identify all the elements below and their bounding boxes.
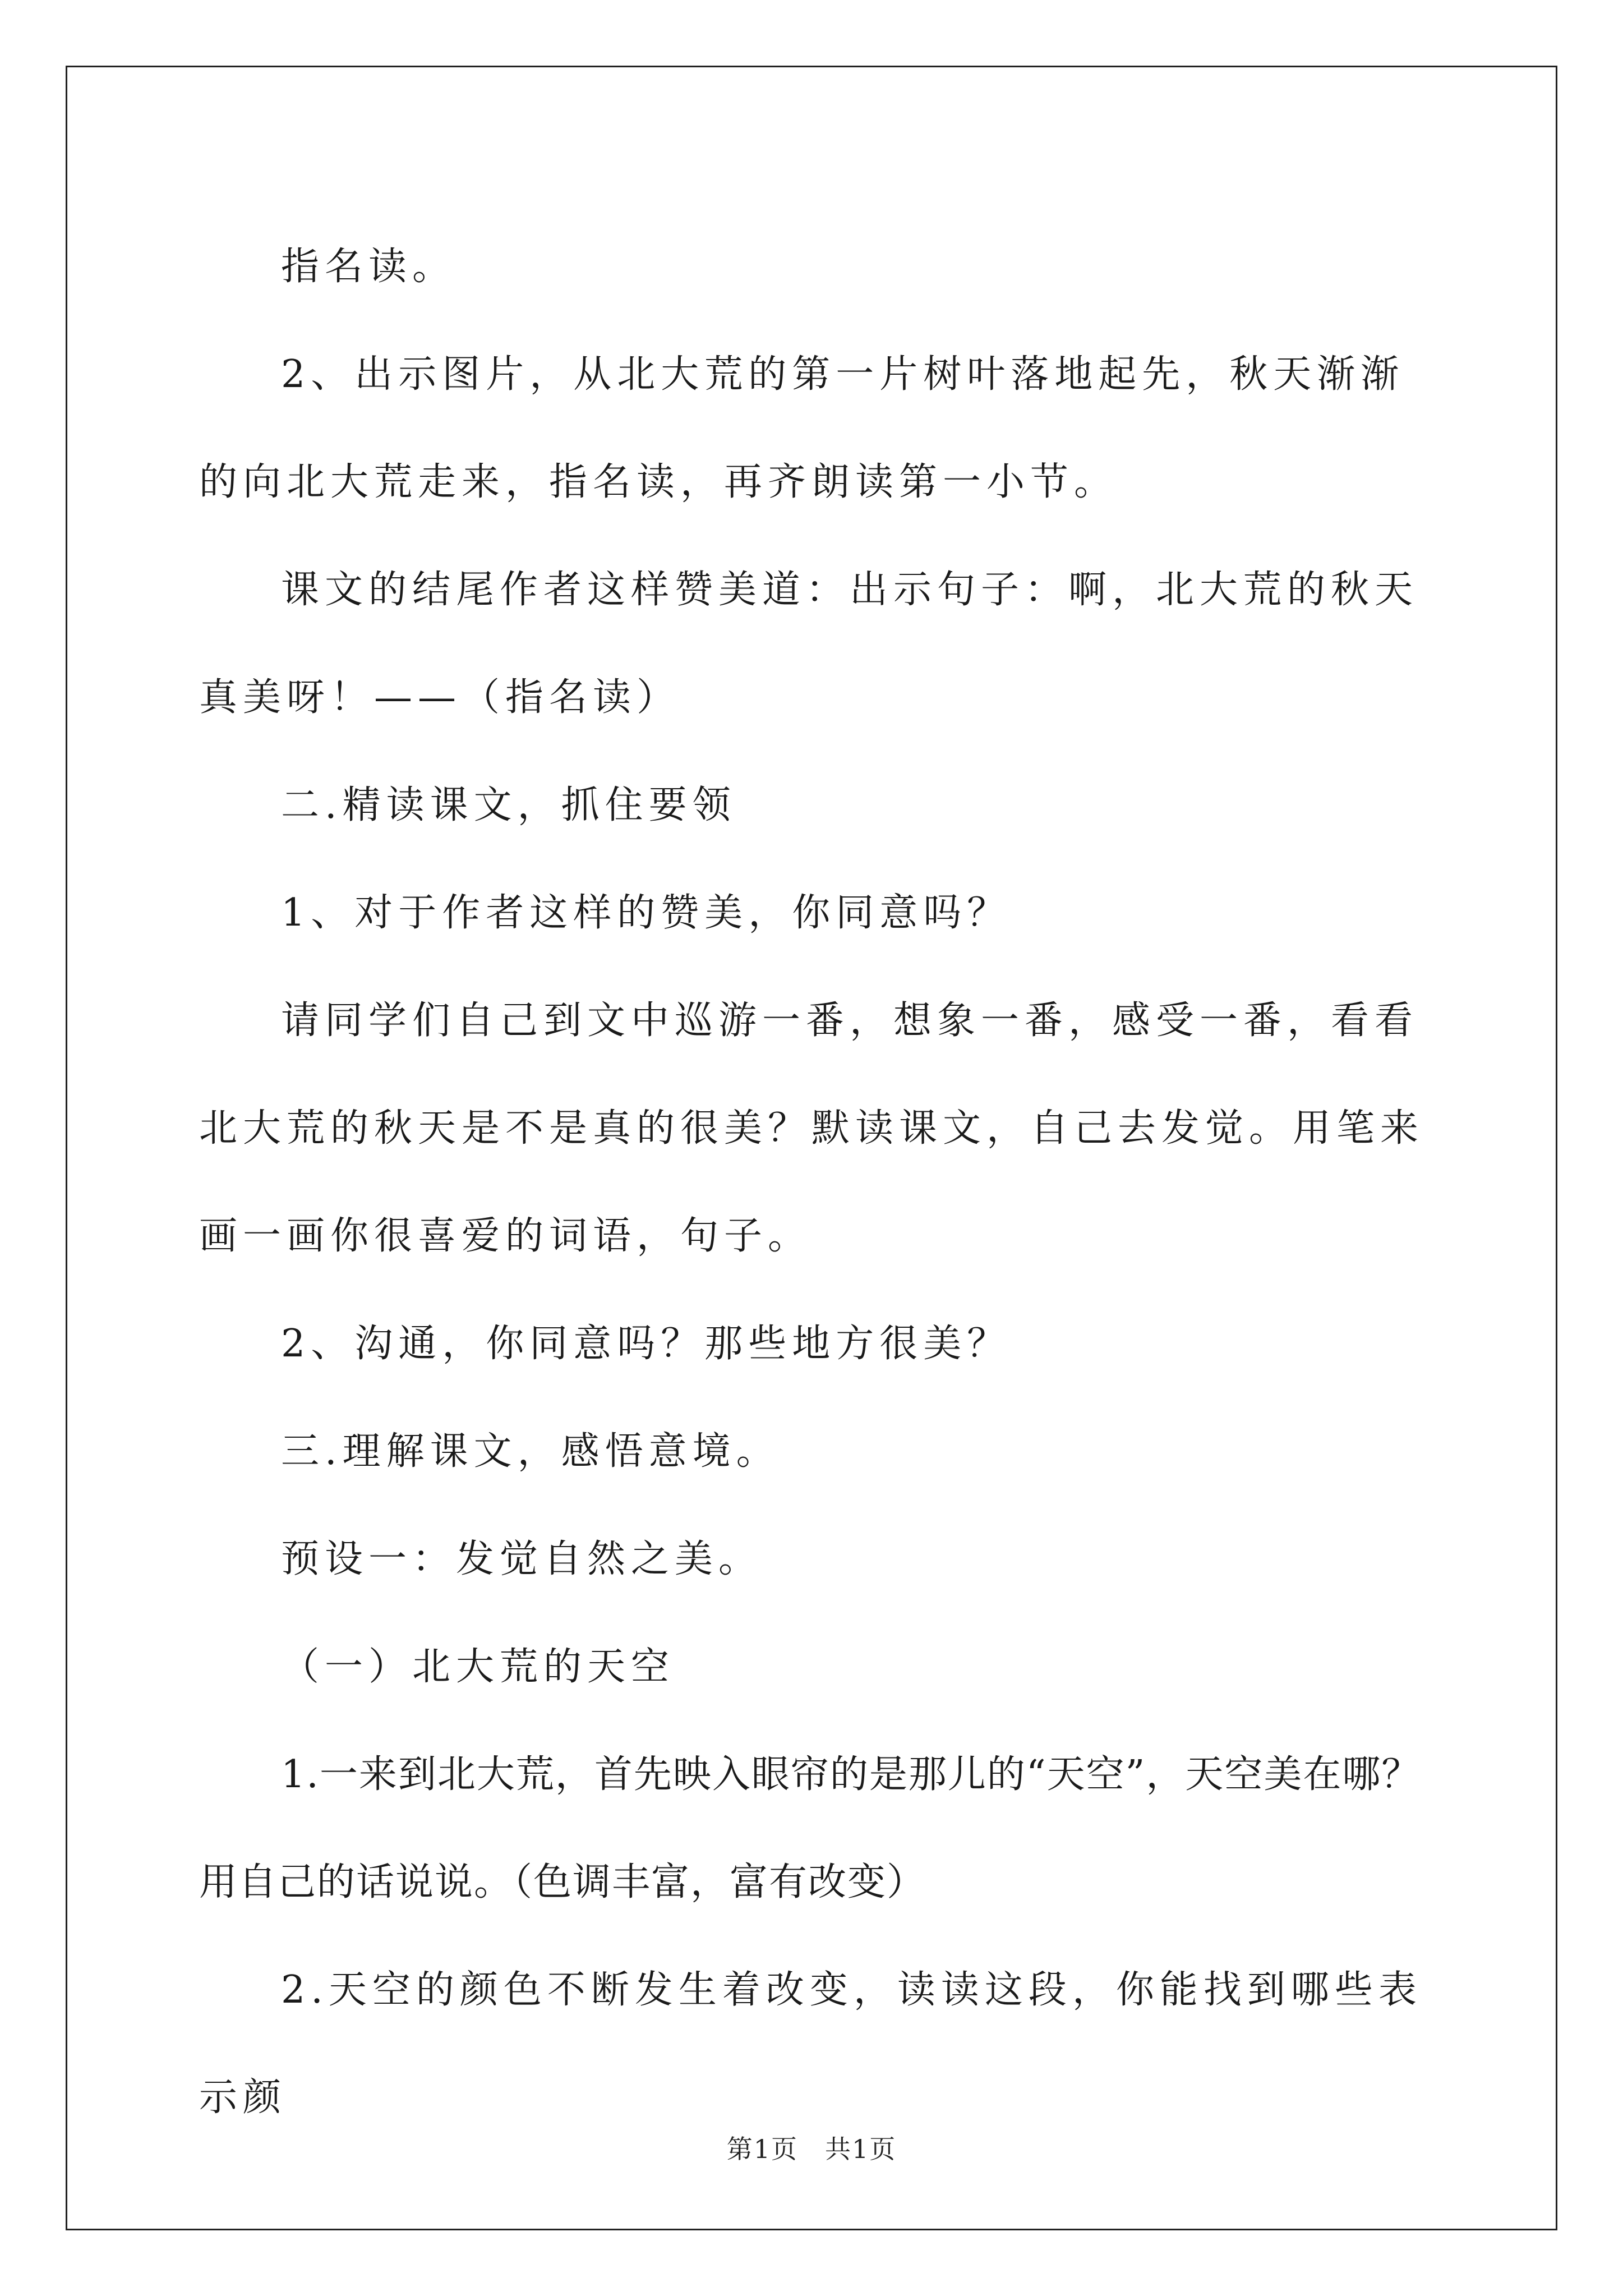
document-body xyxy=(199,213,1428,2152)
paragraph-1: 指名读。 xyxy=(281,245,457,289)
paragraph-3: 课文的结尾作者这样赞美道：出示句子：啊，北大荒的秋天真美呀！——（指名读） xyxy=(199,568,1419,720)
paragraph-7: 2、沟通，你同意吗？那些地方很美？ xyxy=(281,1322,1011,1366)
paragraph-6: 请同学们自己到文中巡游一番，想象一番，感受一番，看看北大荒的秋天是不是真的很美？默读课文，自己去发觉。用笔来画一画你很喜爱的词语，句子。 xyxy=(199,999,1424,1258)
paragraph-12: 2.天空的颜色不断发生着改变，读读这段，你能找到哪些表示颜 xyxy=(199,1968,1422,2120)
paragraph-11: 1.一来到北大荒，首先映入眼帘的是那儿的“天空”，天空美在哪？用自己的话说说。（色调丰富，富有改变） xyxy=(199,1752,1421,1904)
paragraph-10: （一）北大荒的天空 xyxy=(281,1645,675,1689)
paragraph-4: 二.精读课文，抓住要领 xyxy=(281,783,736,827)
paragraph-5: 1、对于作者这样的赞美，你同意吗？ xyxy=(281,891,1011,935)
paragraph-8: 三.理解课文，感悟意境。 xyxy=(281,1429,780,1474)
paragraph-9: 预设一：发觉自然之美。 xyxy=(281,1537,763,1581)
page-footer: 第1页 共1页 xyxy=(726,2134,897,2164)
paragraph-2: 2、出示图片，从北大荒的第一片树叶落地起先，秋天渐渐的向北大荒走来，指名读，再齐朗读第一小节。 xyxy=(199,352,1405,504)
